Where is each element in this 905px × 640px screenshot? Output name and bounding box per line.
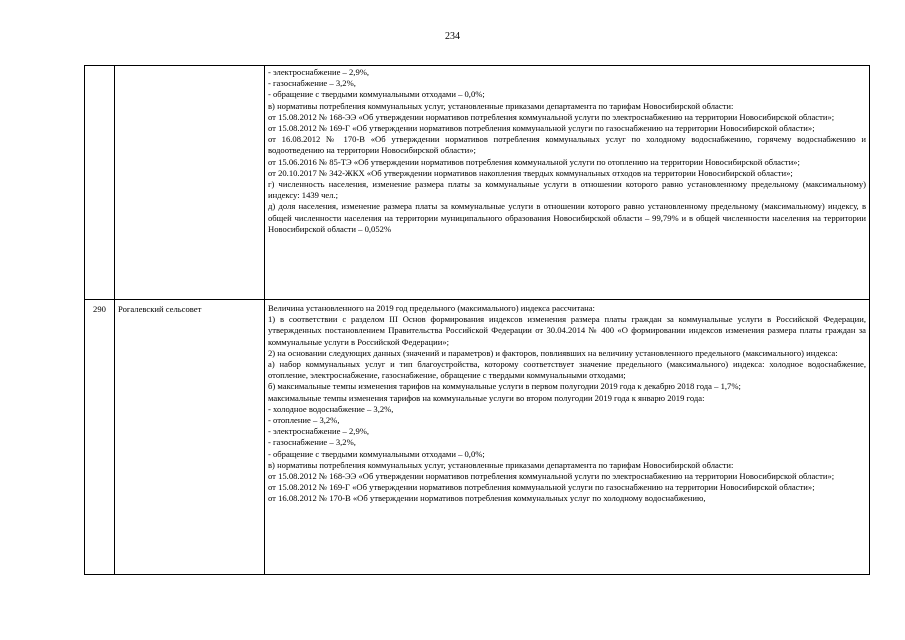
content-line: - электроснабжение – 2,9%, — [268, 67, 370, 77]
content-line: д) доля населения, изменение размера платы за коммунальные услуги в отношении которого равно установленному предельному (максимальному) индексу, в общей численности населения на территории муниципального образования Новосибирской области – 99,79% и в общей численности населения на территории Новосибирской области – 0,052% — [268, 201, 866, 234]
content-line: - обращение с твердыми коммунальными отходами – 0,0%; — [268, 448, 485, 459]
content-line: - холодное водоснабжение – 3,2%, — [268, 403, 394, 414]
content-line: от 16.08.2012 № 170-В «Об утверждении нормативов потребления коммунальных услуг по холодному водоснабжению, — [268, 493, 706, 504]
table-row — [85, 300, 870, 575]
page-number: 234 — [445, 31, 460, 42]
content-line: - электроснабжение – 2,9%, — [268, 426, 370, 437]
content-line: 2) на основании следующих данных (значений и параметров) и факторов, повлиявших на величину установленного предельного (максимального) индекса: — [268, 347, 838, 358]
content-cell — [265, 300, 870, 575]
content-line: от 15.08.2012 № 169-Г «Об утверждении нормативов потребления коммунальной услуги по газоснабжению на территории Новосибирской области»; — [268, 123, 815, 134]
content-line: - газоснабжение – 3,2%, — [268, 437, 356, 448]
table-row — [85, 66, 870, 300]
content-line: от 15.08.2012 № 169-Г «Об утверждении нормативов потребления коммунальной услуги по газоснабжению на территории Новосибирской области»; — [268, 482, 815, 493]
tariff-index-table — [84, 65, 870, 575]
content-line: от 15.08.2012 № 168-ЭЭ «Об утверждении нормативов потребления коммунальной услуги по электроснабжению на территории Новосибирской области»; — [268, 471, 835, 482]
content-line: - обращение с твердыми коммунальными отходами – 0,0%; — [268, 89, 485, 100]
row-number-cell: 290 — [85, 300, 115, 575]
content-line: б) максимальные темпы изменения тарифов на коммунальные услуги в первом полугодии 2019 года к декабрю 2018 года – 1,7%; — [268, 381, 741, 392]
municipality-name-cell — [115, 66, 265, 300]
content-line: а) набор коммунальных услуг и тип благоустройства, которому соответствует значение предельного (максимального) индекса: холодное водоснабжение, отопление, электроснабжение, газоснабжение, обращение с твердыми коммунальными отходами; — [268, 359, 866, 381]
content-cell — [265, 66, 870, 300]
content-line: Величина установленного на 2019 год предельного (максимального) индекса рассчитана: — [268, 303, 595, 313]
content-line: в) нормативы потребления коммунальных услуг, установленные приказами департамента по тарифам Новосибирской области: — [268, 100, 734, 111]
content-line: - отопление – 3,2%, — [268, 415, 340, 426]
content-line: от 20.10.2017 № 342-ЖКХ «Об утверждении нормативов накопления твердых коммунальных отходов на территории Новосибирской области»; — [268, 167, 793, 178]
content-line: от 15.06.2016 № 85-ТЭ «Об утверждении нормативов потребления коммунальной услуги по отоплению на территории Новосибирской области»; — [268, 156, 800, 167]
row-number-cell — [85, 66, 115, 300]
content-line: в) нормативы потребления коммунальных услуг, установленные приказами департамента по тарифам Новосибирской области: — [268, 459, 734, 470]
content-line: 1) в соответствии с разделом III Основ формирования индексов изменения размера платы граждан за коммунальные услуги в Российской Федерации, утвержденных постановлением Правительства Российской Федерации от 30.04.2014 № 400 «О формировании индексов изменения размера платы граждан за коммунальные услуги в Российской Федерации»; — [268, 314, 866, 347]
municipality-name-cell: Рогалевский сельсовет — [115, 300, 265, 575]
content-line: от 15.08.2012 № 168-ЭЭ «Об утверждении нормативов потребления коммунальной услуги по электроснабжению на территории Новосибирской области»; — [268, 111, 835, 122]
content-line: - газоснабжение – 3,2%, — [268, 78, 356, 89]
content-line: г) численность населения, изменение размера платы за коммунальные услуги в отношении которого равно установленному предельному (максимальному) индексу: 1439 чел.; — [268, 179, 866, 201]
content-line: от 16.08.2012 № 170-В «Об утверждении нормативов потребления коммунальных услуг по холодному водоснабжению, горячему водоснабжению и водоотведению на территории Новосибирской области»; — [268, 134, 866, 156]
content-line: максимальные темпы изменения тарифов на коммунальные услуги во втором полугодии 2019 года к январю 2019 года: — [268, 392, 705, 403]
